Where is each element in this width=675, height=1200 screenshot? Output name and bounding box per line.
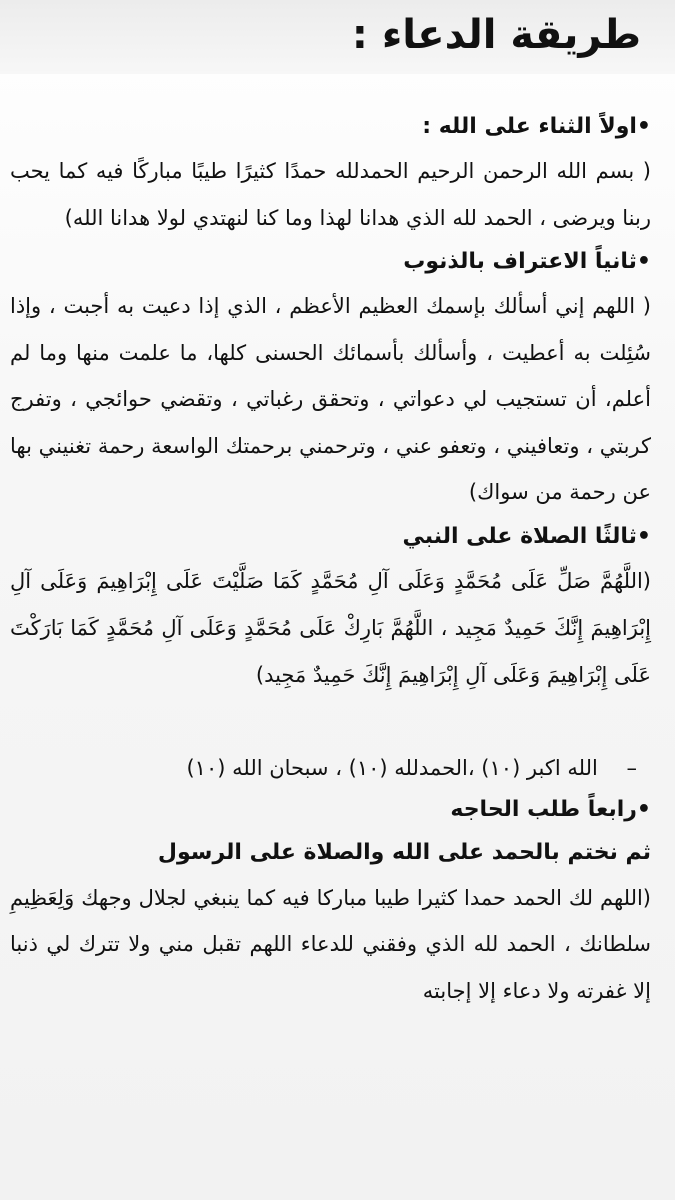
section-text: ( اللهم إني أسألك بإسمك العظيم الأعظم ، الذي إذا دعيت به أجبت ، وإذا سُئِلت به أعطيت ، وأسألك بأسمائك الحسنى كلها، ما علمت منها وما لم أعلم، أن تستجيب لي دعواتي ، وتحقق رغباتي ، وتقضي حوائجي ، وتفرج كربتي ، وتعافيني ، وتعفو عني ، وترحمني برحمتك الواسعة رحمة تغنيني بها عن رحمة من سواك) <box>10 294 651 504</box>
page-title: طريقة الدعاء : <box>351 12 641 58</box>
list-dash: – <box>626 755 637 780</box>
closing-text: (اللهم لك الحمد حمدا كثيرا طيبا مباركا فيه كما ينبغي لجلال وجهك وَلِعَظِيمِ سلطانك ، الحمد لله الذي وفقني للدعاء اللهم تقبل مني ولا تترك لي ذنبا إلا غفرته ولا دعاء إلا إجابته <box>10 885 651 1003</box>
dhikr-counts-line <box>10 747 651 789</box>
section-heading-request: •رابعاً طلب الحاجه <box>450 796 651 822</box>
section-praise <box>10 106 651 241</box>
section-heading: •ثانياً الاعتراف بالذنوب <box>403 249 651 274</box>
title-bar <box>0 0 675 74</box>
section-heading: •اولاً الثناء على الله : <box>422 114 651 139</box>
section-text: (اللَّهُمَّ صَلِّ عَلَى مُحَمَّدٍ وَعَلَى آلِ مُحَمَّدٍ كَمَا صَلَّيْتَ عَلَى إِبْرَاهِيمَ وَعَلَى آلِ إِبْرَاهِيمَ إِنَّكَ حَمِيدٌ مَجِيد ، اللَّهُمَّ بَارِكْ عَلَى مُحَمَّدٍ وَعَلَى آلِ مُحَمَّدٍ كَمَا بَارَكْتَ عَلَى إِبْرَاهِيمَ وَعَلَى آلِ إِبْرَاهِيمَ إِنَّكَ حَمِيدٌ مَجِيد) <box>10 568 651 687</box>
closing-heading: ثم نختم بالحمد على الله والصلاة على الرسول <box>157 839 651 865</box>
section-text: ( بسم الله الرحمن الرحيم الحمدلله حمدًا كثيرًا طيبًا مباركًا فيه كما يحب ربنا ويرضى ، الحمد لله الذي هدانا لهذا وما كنا لنهتدي لولا هدانا الله) <box>10 159 651 230</box>
section-confession <box>10 241 651 516</box>
spacer <box>10 699 651 747</box>
section-salat-on-prophet <box>10 516 651 699</box>
dhikr-counts-text: الله اكبر (١٠) ،الحمدلله (١٠) ، سبحان الله (١٠) <box>186 755 598 780</box>
section-heading: •ثالثًا الصلاة على النبي <box>402 523 651 549</box>
